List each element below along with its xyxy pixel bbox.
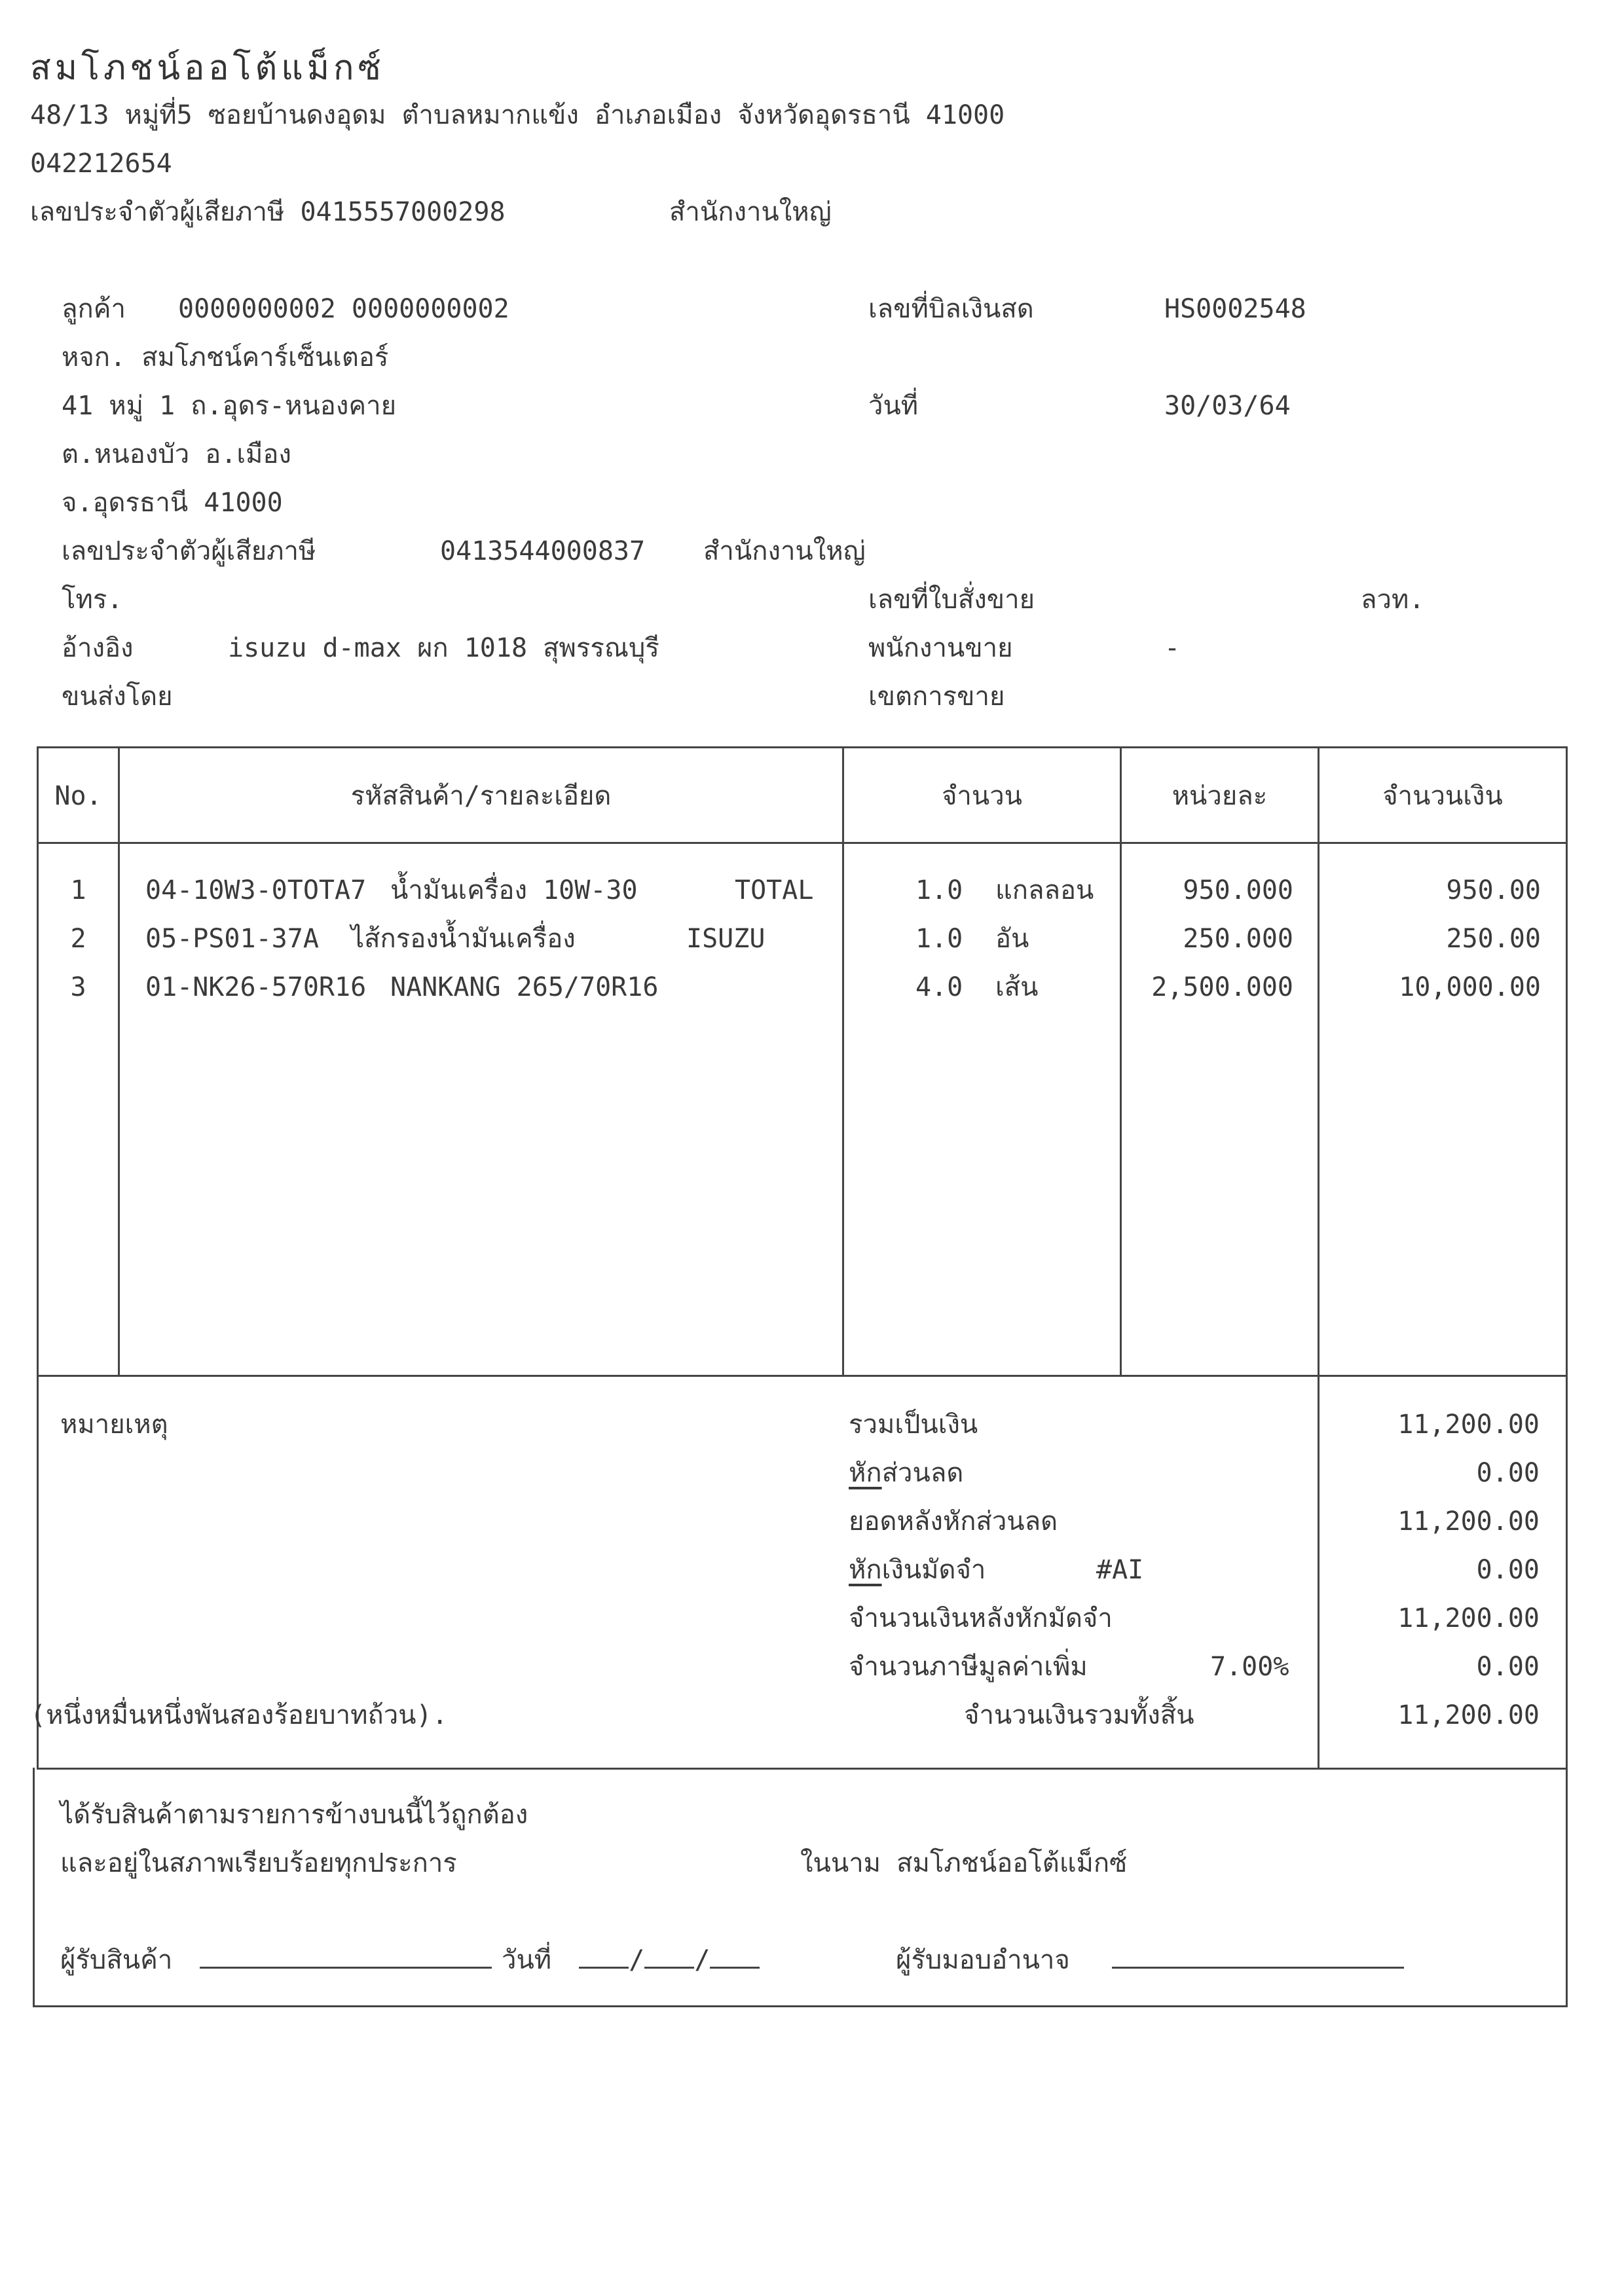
discount-label: หักส่วนลด bbox=[849, 1458, 964, 1488]
deposit-label: หักเงินมัดจำ bbox=[849, 1555, 986, 1585]
customer-label: ลูกค้า bbox=[62, 294, 126, 324]
salesperson-label: พนักงานขาย bbox=[868, 633, 1013, 663]
after-deposit-value: 11,200.00 bbox=[1397, 1603, 1540, 1633]
company-name: สมโภชน์ออโต้แม็กซ์ bbox=[30, 48, 385, 88]
row-qty: 1.0 bbox=[915, 924, 963, 954]
receive-date: วันที่ / / bbox=[502, 1947, 760, 1973]
header-description: รหัสสินค้า/รายละเอียด bbox=[350, 781, 612, 811]
customer-codes: 0000000002 0000000002 bbox=[178, 294, 509, 324]
row-code: 04-10W3-0TOTA7 bbox=[145, 875, 367, 905]
row-brand: ISUZU bbox=[686, 924, 766, 954]
header-no: No. bbox=[54, 781, 102, 811]
reference-label: อ้างอิง bbox=[62, 633, 134, 663]
amount-in-words: (หนึ่งหมื่นหนึ่งพันสองร้อยบาทถ้วน). bbox=[30, 1700, 448, 1730]
company-phone: 042212654 bbox=[30, 149, 172, 179]
row-no: 3 bbox=[70, 972, 86, 1002]
header-amount: จำนวนเงิน bbox=[1382, 781, 1503, 811]
row-unit: เส้น bbox=[995, 972, 1039, 1002]
grand-total-label: จำนวนเงินรวมทั้งสิ้น bbox=[964, 1700, 1194, 1730]
deposit-value: 0.00 bbox=[1476, 1555, 1540, 1585]
after-deposit-label: จำนวนเงินหลังหักมัดจำ bbox=[849, 1603, 1113, 1633]
bill-number: HS0002548 bbox=[1164, 294, 1306, 324]
row-description: ไส้กรองน้ำมันเครื่อง bbox=[351, 924, 576, 954]
row-description: น้ำมันเครื่อง 10W-30 bbox=[390, 875, 638, 905]
date-label: วันที่ bbox=[868, 391, 919, 421]
sales-order-label: เลขที่ใบสั่งขาย bbox=[868, 585, 1035, 615]
company-address: 48/13 หมู่ที่5 ซอยบ้านดงอุดม ตำบลหมากแข้ง อำเภอเมือง จังหวัดอุดรธานี 41000 bbox=[30, 100, 1005, 130]
sales-order-suffix: ลวท. bbox=[1361, 585, 1425, 615]
customer-phone-label: โทร. bbox=[62, 585, 123, 615]
sales-area-label: เขตการขาย bbox=[868, 682, 1005, 712]
subtotal-value: 11,200.00 bbox=[1397, 1410, 1540, 1440]
authorized-label: ผู้รับมอบอำนาจ bbox=[896, 1945, 1070, 1975]
customer-tax-label: เลขประจำตัวผู้เสียภาษี bbox=[62, 536, 316, 566]
row-code: 05-PS01-37A bbox=[145, 924, 319, 954]
customer-address-2: ต.หนองบัว อ.เมือง bbox=[62, 439, 291, 469]
receipt-statement-1: ได้รับสินค้าตามรายการข้างบนนี้ไว้ถูกต้อง bbox=[60, 1800, 528, 1830]
row-price: 250.000 bbox=[1183, 924, 1293, 954]
on-behalf-of: ในนาม สมโภชน์ออโต้แม็กซ์ bbox=[800, 1848, 1128, 1878]
row-qty: 4.0 bbox=[915, 972, 963, 1002]
receiver-label: ผู้รับสินค้า bbox=[60, 1945, 173, 1975]
customer-tax-id: 0413544000837 bbox=[440, 536, 646, 566]
customer-branch: สำนักงานใหญ่ bbox=[703, 536, 866, 566]
receive-date-label: วันที่ bbox=[502, 1945, 552, 1975]
row-price: 950.000 bbox=[1183, 875, 1293, 905]
header-quantity: จำนวน bbox=[941, 781, 1023, 811]
row-amount: 950.00 bbox=[1446, 875, 1541, 905]
receiver-signature-line bbox=[200, 1947, 492, 1969]
grand-total-value: 11,200.00 bbox=[1397, 1700, 1540, 1730]
row-amount: 250.00 bbox=[1446, 924, 1541, 954]
discount-value: 0.00 bbox=[1476, 1458, 1540, 1488]
shipping-label: ขนส่งโดย bbox=[62, 682, 173, 712]
vat-label: จำนวนภาษีมูลค่าเพิ่ม bbox=[849, 1652, 1088, 1682]
vat-rate: 7.00% bbox=[1210, 1652, 1289, 1682]
header-unit-price: หน่วยละ bbox=[1172, 781, 1268, 811]
row-unit: อัน bbox=[995, 924, 1029, 954]
deposit-code: #AI bbox=[1096, 1555, 1144, 1585]
salesperson-value: - bbox=[1164, 633, 1181, 663]
after-discount-label: ยอดหลังหักส่วนลด bbox=[849, 1506, 1058, 1537]
row-no: 1 bbox=[70, 875, 86, 905]
subtotal-label: รวมเป็นเงิน bbox=[849, 1410, 978, 1440]
row-brand: TOTAL bbox=[735, 875, 814, 905]
reference-value: isuzu d-max ผก 1018 สุพรรณบุรี bbox=[228, 633, 659, 663]
row-price: 2,500.000 bbox=[1151, 972, 1293, 1002]
row-qty: 1.0 bbox=[915, 875, 963, 905]
row-description: NANKANG 265/70R16 bbox=[390, 972, 659, 1002]
customer-address-3: จ.อุดรธานี 41000 bbox=[62, 488, 283, 518]
remark-label: หมายเหตุ bbox=[60, 1410, 168, 1440]
receipt-statement-2: และอยู่ในสภาพเรียบร้อยทุกประการ bbox=[60, 1848, 457, 1878]
row-unit: แกลลอน bbox=[995, 875, 1094, 905]
vat-value: 0.00 bbox=[1476, 1652, 1540, 1682]
invoice-date: 30/03/64 bbox=[1164, 391, 1291, 421]
row-no: 2 bbox=[70, 924, 86, 954]
customer-address-1: 41 หมู่ 1 ถ.อุดร-หนองคาย bbox=[62, 391, 397, 421]
authorized-signature bbox=[896, 1947, 1404, 1973]
bill-number-label: เลขที่บิลเงินสด bbox=[868, 294, 1034, 324]
row-code: 01-NK26-570R16 bbox=[145, 972, 367, 1002]
company-branch: สำนักงานใหญ่ bbox=[669, 197, 832, 227]
customer-name: หจก. สมโภชน์คาร์เซ็นเตอร์ bbox=[62, 342, 389, 373]
after-discount-value: 11,200.00 bbox=[1397, 1506, 1540, 1537]
row-amount: 10,000.00 bbox=[1399, 972, 1541, 1002]
authorized-signature-line bbox=[1112, 1947, 1404, 1969]
company-tax-id: เลขประจำตัวผู้เสียภาษี 0415557000298 bbox=[30, 197, 506, 227]
receiver-signature bbox=[60, 1947, 492, 1973]
